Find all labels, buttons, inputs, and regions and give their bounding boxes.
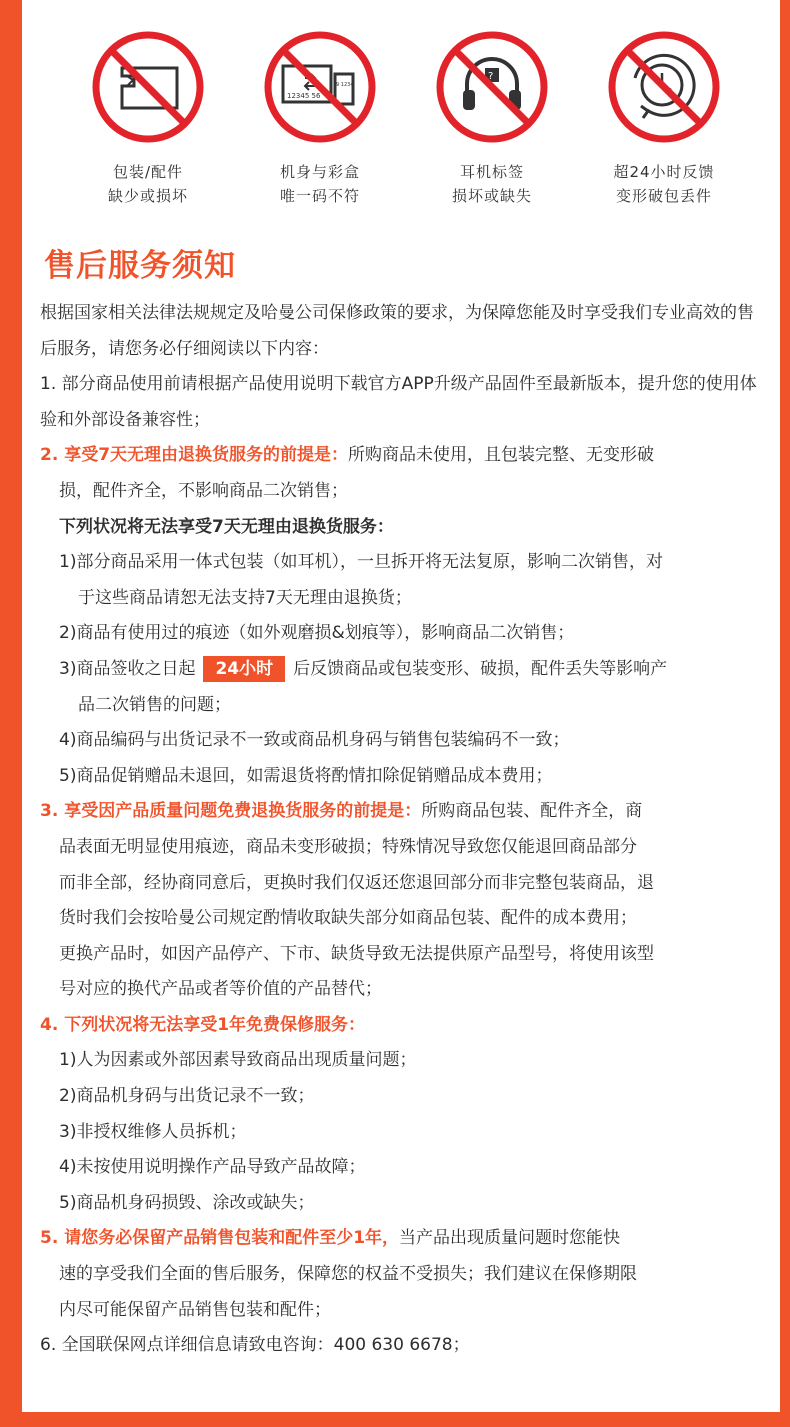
page-title: 售后服务须知: [44, 248, 236, 284]
icon-item-serial: [235, 28, 405, 208]
item-6-hotline: 6. 全国联保网点详细信息请致电咨询：400 630 6678；: [40, 1335, 470, 1356]
clock-24h-icon: [605, 28, 723, 146]
item-3-line: 品表面无明显使用痕迹，商品未变形破损；特殊情况导致您仅能退回商品部分: [59, 836, 637, 857]
item-2-sub-5: 5)商品促销赠品未退回，如需退货将酌情扣除促销赠品成本费用；: [59, 765, 553, 786]
headphone-label-icon: [433, 28, 551, 146]
item-2-sub-4: 4)商品编码与出货记录不一致或商品机身码与销售包装编码不一致；: [59, 730, 570, 751]
item-4-head: 4. 下列状况将无法享受1年免费保修服务：: [40, 1014, 366, 1035]
serial-box-mismatch-icon: [261, 28, 379, 146]
caption-line: 机身与彩盒: [279, 163, 360, 181]
icon-caption: [407, 160, 577, 208]
icon-caption: [579, 160, 749, 208]
item-2-head: 2. 享受7天无理由退换货服务的前提是：: [40, 445, 349, 466]
item-3: [40, 794, 768, 830]
icon-item-package: [63, 28, 233, 208]
item-4-sub: 1)人为因素或外部因素导致商品出现质量问题；: [59, 1050, 417, 1071]
warning-icons-row: [22, 28, 780, 218]
notice-content: [40, 296, 768, 1364]
item-4-sub: 2)商品机身码与出货记录不一致；: [59, 1086, 315, 1107]
icon-item-headphone: [407, 28, 577, 208]
item-2-sub-1-cont: 于这些商品请恕无法支持7天无理由退换货；: [78, 587, 412, 608]
item-3-line: 更换产品时，如因产品停产、下市、缺货导致无法提供原产品型号，将使用该型: [59, 943, 654, 964]
item-5-line: 速的享受我们全面的售后服务，保障您的权益不受损失；我们建议在保修期限: [59, 1264, 637, 1285]
caption-line: 耳机标签: [459, 163, 524, 181]
icon-item-clock: [579, 28, 749, 208]
package-accessory-icon: [89, 28, 207, 146]
caption-line: 变形破包丢件: [615, 187, 712, 205]
item-4-sub: 5)商品机身码损毁、涂改或缺失；: [59, 1192, 315, 1213]
item-4-sub: 3)非授权维修人员拆机；: [59, 1121, 247, 1142]
item-3-line: 而非全部，经协商同意后，更换时我们仅返还您退回部分而非完整包装商品，退: [59, 872, 654, 893]
hours-badge: 24小时: [203, 656, 285, 682]
sub-3-post: 后反馈商品或包装变形、破损，配件丢失等影响产: [293, 658, 668, 679]
icon-caption: [63, 160, 233, 208]
item-2-body-cont: 损，配件齐全，不影响商品二次销售；: [59, 480, 348, 501]
item-5-line: 内尽可能保留产品销售包装和配件；: [59, 1299, 331, 1320]
item-2-body: 所购商品未使用，且包装完整、无变形破: [348, 445, 655, 466]
item-5: [40, 1221, 768, 1257]
item-2: [40, 438, 768, 474]
icon-caption: [235, 160, 405, 208]
item-3-head: 3. 享受因产品质量问题免费退换货服务的前提是：: [40, 801, 422, 822]
svg-text:?: ?: [488, 71, 494, 82]
item-2-sub-1: 1)部分商品采用一体式包装（如耳机），一旦拆开将无法复原，影响二次销售，对: [59, 552, 663, 573]
notice-card: [22, 0, 780, 1412]
caption-line: 包装/配件: [112, 163, 184, 181]
item-2-sub-2: 2)商品有使用过的痕迹（如外观磨损&划痕等），影响商品二次销售；: [59, 623, 575, 644]
item-3-body: 所购商品包装、配件齐全，商: [421, 801, 643, 822]
caption-line: 超24小时反馈: [613, 163, 715, 181]
caption-line: 损坏或缺失: [451, 187, 532, 205]
item-2-sub-title: 下列状况将无法享受7天无理由退换货服务：: [59, 516, 394, 537]
sub-3-pre: 3)商品签收之日起: [59, 658, 196, 679]
item-3-line: 货时我们会按哈曼公司规定酌情收取缺失部分如商品包装、配件的成本费用；: [59, 908, 637, 929]
caption-line: 唯一码不符: [279, 187, 360, 205]
item-1: 1. 部分商品使用前请根据产品使用说明下载官方APP升级产品固件至最新版本，提升您的使用体验和外部设备兼容性；: [40, 374, 757, 430]
code-b-label: 9 1234: [336, 82, 354, 88]
item-2-sub-3: [40, 652, 768, 688]
code-a-label: 12345 56: [287, 92, 321, 100]
intro-paragraph: 根据国家相关法律法规规定及哈曼公司保修政策的要求，为保障您能及时享受我们专业高效的售后服务，请您务必仔细阅读以下内容：: [40, 303, 754, 359]
item-5-body: 当产品出现质量问题时您能快: [399, 1228, 621, 1249]
item-5-head: 5. 请您务必保留产品销售包装和配件至少1年，: [40, 1228, 400, 1249]
caption-line: 缺少或损坏: [107, 187, 188, 205]
item-2-sub-3-cont: 品二次销售的问题；: [78, 694, 231, 715]
item-3-line: 号对应的换代产品或者等价值的产品替代；: [59, 979, 382, 1000]
item-4-sub: 4)未按使用说明操作产品导致产品故障；: [59, 1157, 366, 1178]
